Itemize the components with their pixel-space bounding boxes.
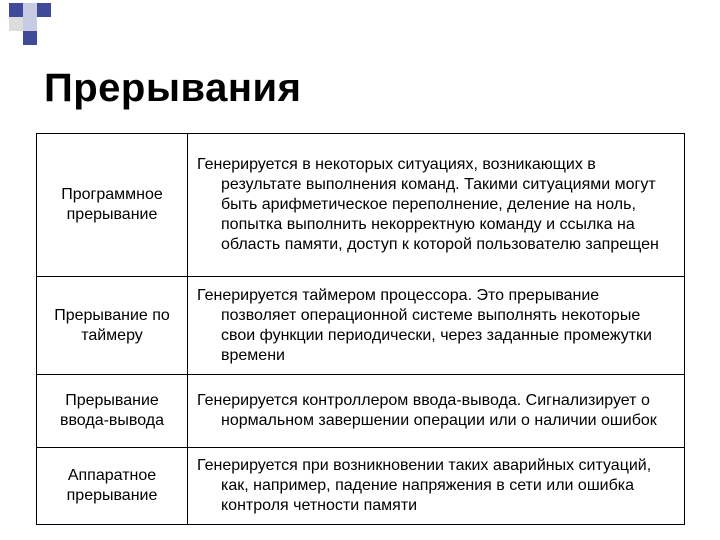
square-light-2 bbox=[23, 17, 37, 31]
interrupts-table bbox=[36, 133, 685, 525]
interrupt-name: Прерывание по таймеру bbox=[37, 277, 188, 375]
interrupt-description-cell bbox=[188, 134, 685, 277]
square-dark-1 bbox=[9, 3, 23, 17]
table-row bbox=[37, 134, 685, 277]
interrupt-description: Генерируется при возникновении таких аварийных ситуаций, как, например, падение напряжения в сети или ошибка контроля четности памяти bbox=[197, 457, 652, 514]
square-gray-1 bbox=[9, 17, 23, 31]
interrupt-name: Прерывание ввода-вывода bbox=[37, 375, 188, 448]
interrupt-description: Генерируется в некоторых ситуациях, возникающих в результате выполнения команд. Такими ситуациями могут быть арифметическое переполнение, деление на ноль, попытка выполнить некорректную команду и ссылка на область памяти, доступ к которой пользователю запрещен bbox=[197, 156, 659, 253]
interrupt-name: Аппаратное прерывание bbox=[37, 448, 188, 525]
interrupt-description-cell bbox=[188, 448, 685, 525]
square-light-1 bbox=[23, 3, 37, 17]
interrupt-description: Генерируется контроллером ввода-вывода. Сигнализирует о нормальном завершении операции или о наличии ошибок bbox=[197, 392, 657, 429]
decorative-squares bbox=[0, 0, 120, 60]
interrupt-name: Программное прерывание bbox=[37, 134, 188, 277]
interrupt-description-cell bbox=[188, 277, 685, 375]
page-title: Прерывания bbox=[44, 66, 302, 110]
table-row bbox=[37, 277, 685, 375]
interrupt-description: Генерируется таймером процессора. Это прерывание позволяет операционной системе выполнять некоторые свои функции периодически, через заданные промежутки времени bbox=[197, 286, 652, 364]
interrupt-description-cell bbox=[188, 375, 685, 448]
table-row bbox=[37, 375, 685, 448]
table-row bbox=[37, 448, 685, 525]
square-dark-2 bbox=[37, 3, 51, 17]
square-dark-3 bbox=[23, 31, 37, 45]
